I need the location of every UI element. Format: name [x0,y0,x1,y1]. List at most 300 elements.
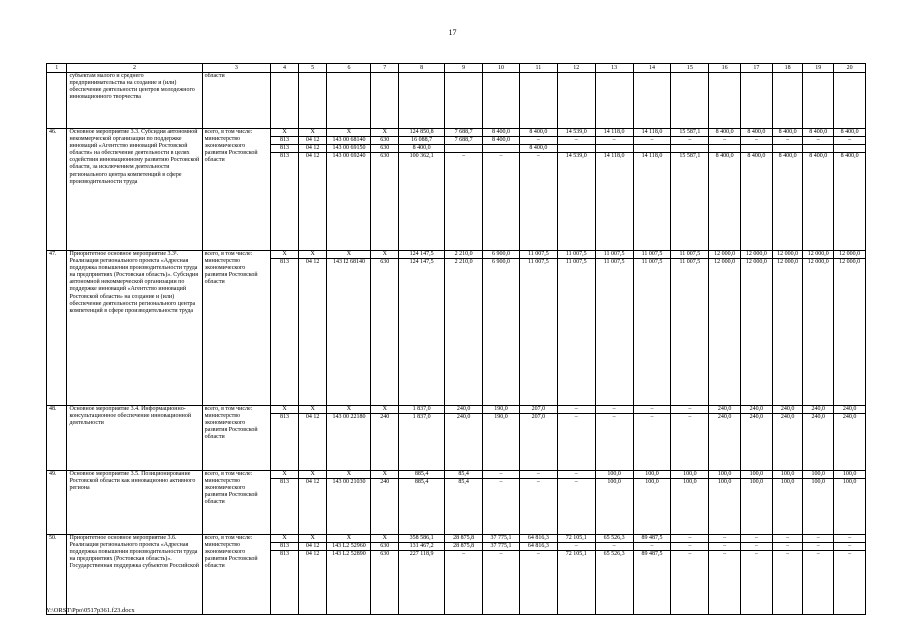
value [709,145,740,153]
value-cell [483,251,520,406]
value: 16 088,7 [399,137,444,145]
executor-line: развития Ростовской области [204,150,258,164]
value: – [816,551,820,558]
value: – [574,479,578,486]
value-cell [709,406,741,471]
value: 14 118,0 [641,153,663,160]
table-row [47,251,866,406]
value: 11 007,5 [671,251,708,259]
value: 885,4 [414,479,429,486]
value: – [834,137,865,145]
value-cell [271,406,299,471]
value: 813 [279,551,289,558]
value: 11 007,5 [641,259,663,266]
value: 207,0 [531,414,546,421]
value: 04 12 [305,479,320,486]
executor-line: министерство экономического развития Ростовской области [204,478,258,506]
column-header: 11 [519,64,557,73]
value [803,145,833,153]
value: 14 118,0 [603,153,625,160]
executor-cell [202,471,271,535]
value-cell [399,471,445,535]
value: – [671,535,708,543]
value: 15 587,1 [679,153,701,160]
value-cell [772,129,803,251]
value: 813 [279,153,289,160]
executor-line: министерство [204,136,241,143]
value: 885,4 [399,471,444,479]
value-cell [399,73,445,129]
value: 240,0 [834,406,865,414]
value: 190,0 [494,414,508,421]
value [596,145,633,153]
value: Х [271,471,298,479]
value: 100 362,1 [409,153,434,160]
value: – [558,471,595,479]
value: 813 [279,414,289,421]
value: 813 [271,543,298,551]
value-cell [445,535,483,615]
value: 131 467,2 [399,543,444,551]
value: – [462,551,466,558]
value: 100,0 [671,471,708,479]
value: 630 [371,145,398,153]
value: – [803,137,833,145]
value-cell [557,406,595,471]
value: 12 000,0 [807,259,829,266]
value-cell [483,129,520,251]
row-number-cell: 48. [47,406,67,471]
value: 227 118,9 [409,551,434,558]
value: 100,0 [780,479,795,486]
value-cell [803,535,834,615]
value: 630 [380,259,390,266]
description-cell: субъектам малого и среднего предпринимательства на создание и (или) обеспечение деятельности центров молодежного инновационного творчества [67,73,202,129]
value: 2 210,0 [454,259,473,266]
value: – [688,414,692,421]
page-number: 17 [448,28,457,37]
value-cell [327,73,371,129]
value-cell [445,471,483,535]
value: – [709,535,740,543]
value-cell [834,129,866,251]
value-cell [445,73,483,129]
value: 14 539,0 [565,153,587,160]
value: 240,0 [773,406,803,414]
value: – [483,471,519,479]
value: 8 400,0 [834,129,865,137]
value: 12 000,0 [834,251,865,259]
header-row [47,64,866,73]
value: 143 00 69150 [327,145,370,153]
value-cell [671,129,709,251]
value-cell [271,471,299,535]
value: 813 [271,145,298,153]
value-cell [445,251,483,406]
value: 8 400,0 [715,153,734,160]
column-header: 7 [371,64,399,73]
value-cell [371,251,399,406]
description-cell: Основное мероприятие 3.4. Информационно-консультационное обеспечение инновационной деятельности [67,406,202,471]
value-cell [741,406,773,471]
table-row [47,471,866,535]
value: – [596,406,633,414]
value-cell [595,73,633,129]
value-cell [633,73,671,129]
value: 8 400,0 [483,137,519,145]
value-cell [633,251,671,406]
value: 65 526,3 [603,551,625,558]
value: 8 400,0 [741,129,772,137]
value: – [773,137,803,145]
value-cell [834,406,866,471]
column-header: 6 [327,64,371,73]
value-cell [557,73,595,129]
value-cell [741,535,773,615]
value: 813 [279,479,289,486]
row-number-cell: 49. [47,471,67,535]
value-cell [772,406,803,471]
value: 630 [380,551,390,558]
value: 8 400,0 [840,153,859,160]
value: 15 587,1 [671,129,708,137]
value: 143 00 69240 [332,153,366,160]
budget-table [46,63,866,615]
value-cell [399,535,445,615]
value-cell [371,73,399,129]
value-cell [483,535,520,615]
value: 12 000,0 [741,251,772,259]
value: – [612,414,616,421]
value: 37 775,1 [483,535,519,543]
row-number-cell: 47. [47,251,67,406]
value-cell [671,406,709,471]
value: 11 007,5 [603,259,625,266]
value-cell [633,129,671,251]
value: 28 875,8 [445,535,482,543]
column-header: 15 [671,64,709,73]
value: – [520,471,557,479]
value: – [574,414,578,421]
value: Х [327,129,370,137]
value: – [741,535,772,543]
value: 143 I2 68140 [332,259,365,266]
value-cell [595,251,633,406]
value: – [499,479,503,486]
value: 8 400,0 [520,129,557,137]
value: 8 400,0 [747,153,766,160]
column-header: 4 [271,64,299,73]
value-cell [803,251,834,406]
column-header: 8 [399,64,445,73]
value: – [834,535,865,543]
value: 143 L2 52960 [327,543,370,551]
value: 14 539,0 [558,129,595,137]
value: 240,0 [445,406,482,414]
column-header: 12 [557,64,595,73]
column-header: 14 [633,64,671,73]
description-cell: Основное мероприятие 3.5. Позиционирование Ростовской области как инновационно активного региона [67,471,202,535]
value: 143 00 22180 [332,414,366,421]
value: Х [299,471,327,479]
column-header: 3 [202,64,271,73]
value-cell [399,406,445,471]
value: 630 [371,137,398,145]
description-cell: Приоритетное основное мероприятие 3.6. Реализация регионального проекта «Адресная поддержка повышения производительности труда на предприятиях (Ростовская область)». Государственная поддержка субъектов Российской [67,535,202,615]
executor-line: министерство [204,542,241,549]
value: 100,0 [842,479,857,486]
value-cell [271,535,299,615]
value-cell [271,251,299,406]
value: 8 400,0 [778,153,797,160]
value: 207,0 [520,406,557,414]
value: – [709,137,740,145]
value-cell [271,73,299,129]
value-cell [519,129,557,251]
value-cell [803,471,834,535]
value: Х [299,251,327,259]
value-cell [298,129,327,251]
value: – [634,406,671,414]
continuation-row [47,73,866,129]
value-cell [445,406,483,471]
value-cell [741,251,773,406]
value: – [536,479,540,486]
value: 240,0 [780,414,795,421]
executor-cell [202,535,271,615]
value: 240 [380,414,390,421]
value-cell [519,251,557,406]
value: 190,0 [483,406,519,414]
value-cell [399,251,445,406]
value-cell [595,535,633,615]
value: Х [327,535,370,543]
value: 8 400,0 [773,129,803,137]
value: 240,0 [717,414,732,421]
row-number-cell [47,73,67,129]
value: Х [327,471,370,479]
executor-cell: области [202,73,271,129]
value [741,145,772,153]
value: – [723,551,727,558]
value: 240,0 [741,406,772,414]
value: – [558,543,595,551]
value: 240,0 [811,414,826,421]
value: – [671,543,708,551]
value: 11 007,5 [558,251,595,259]
value: – [634,137,671,145]
value: 14 118,0 [596,129,633,137]
value-cell [327,251,371,406]
value: 100,0 [717,479,732,486]
value-cell [595,471,633,535]
value: 100,0 [607,479,621,486]
value-cell [298,73,327,129]
value: – [499,153,503,160]
value: 04 12 [305,259,320,266]
value-cell [633,406,671,471]
value: 12 000,0 [714,259,736,266]
value: 7 688,7 [445,129,482,137]
value-cell [557,251,595,406]
value: 813 [279,259,289,266]
value: 04 12 [305,414,320,421]
value: 8 400,0 [520,145,557,153]
value: 89 487,5 [634,535,671,543]
column-header: 5 [298,64,327,73]
value: 2 210,0 [445,251,482,259]
value-cell [709,535,741,615]
value-cell [772,73,803,129]
value [671,145,708,153]
value-cell [483,73,520,129]
value: 124 147,5 [409,259,434,266]
value-cell [772,471,803,535]
value-cell [595,129,633,251]
value: 6 900,0 [491,259,510,266]
value: – [520,137,557,145]
value: 8 400,0 [399,145,444,153]
description-cell: Основное мероприятие 3.3. Субсидия автономной некоммерческой организации по поддержке инноваций «Агентство инноваций Ростовской области» на обеспечение деятельности в целях содействия инновационному развитию Ростовской области, за исключением деятельности регионального центра компетенций в сфере производительности труда [67,129,202,251]
value: 04 12 [299,543,327,551]
value: Х [371,406,398,414]
value-cell [709,251,741,406]
value: 64 816,3 [520,543,557,551]
value-cell [671,471,709,535]
value: 11 007,5 [565,259,587,266]
value: – [741,137,772,145]
value-cell [772,535,803,615]
value-cell [741,471,773,535]
value-cell [671,535,709,615]
value: Х [299,535,327,543]
executor-cell [202,251,271,406]
value: Х [271,535,298,543]
value: 12 000,0 [777,259,799,266]
file-path-footer: Y:\ORST\Ppo\0517p361.f23.docx [46,607,135,614]
value: – [834,543,865,551]
value-cell [327,535,371,615]
value: 8 400,0 [803,129,833,137]
value: 358 586,1 [399,535,444,543]
value: 143 L2 52890 [332,551,366,558]
value: 124 147,5 [399,251,444,259]
value: 1 837,0 [412,414,431,421]
value: Х [299,406,327,414]
value-cell [671,73,709,129]
value-cell [519,535,557,615]
executor-line: министерство экономического развития Ростовской области [204,413,258,441]
value: Х [371,471,398,479]
value: 630 [380,153,390,160]
value-cell [327,406,371,471]
value: 85,4 [458,479,469,486]
value: 100,0 [773,471,803,479]
value: 100,0 [749,479,764,486]
value-cell [557,535,595,615]
value: 100,0 [634,471,671,479]
value: 240 [380,479,390,486]
value: 240,0 [456,414,471,421]
value: 12 000,0 [773,251,803,259]
value: 28 875,8 [445,543,482,551]
value: 240,0 [749,414,764,421]
value: – [536,153,540,160]
column-header: 20 [834,64,866,73]
value: 240,0 [709,406,740,414]
executor-line: всего, в том числе: [204,129,253,135]
column-header: 17 [741,64,773,73]
value-cell [709,471,741,535]
value [483,145,519,153]
value: – [741,543,772,551]
value: 7 688,7 [445,137,482,145]
value: 143 00 21030 [332,479,366,486]
value: 64 816,3 [520,535,557,543]
value: 8 400,0 [709,129,740,137]
value: 11 007,5 [596,251,633,259]
value: 85,4 [445,471,482,479]
value: 813 [271,137,298,145]
value: 89 487,5 [641,551,663,558]
row-number-cell: 50. [47,535,67,615]
value: Х [371,535,398,543]
executor-cell [202,129,271,251]
value-cell [327,129,371,251]
value: 14 118,0 [634,129,671,137]
table-row [47,406,866,471]
value: 11 007,5 [679,259,701,266]
column-header: 18 [772,64,803,73]
value-cell [483,406,520,471]
value: – [786,551,790,558]
value-cell [519,73,557,129]
value [558,145,595,153]
value: Х [371,251,398,259]
value: – [671,137,708,145]
value: 37 775,1 [483,543,519,551]
executor-cell [202,406,271,471]
value: 100,0 [683,479,697,486]
table-row [47,535,866,615]
value: – [462,153,466,160]
value: 04 12 [299,145,327,153]
value-cell [772,251,803,406]
executor-line: экономического развития Ростовской области [204,549,258,570]
executor-line: всего, в том числе: [204,251,253,257]
value: 04 12 [299,137,327,145]
value-cell [803,406,834,471]
value: 100,0 [834,471,865,479]
value-cell [298,251,327,406]
value: 11 007,5 [634,251,671,259]
value [773,145,803,153]
value: 04 12 [305,153,320,160]
value-cell [519,406,557,471]
value-cell [483,471,520,535]
value: Х [371,129,398,137]
value-cell [371,535,399,615]
executor-line: экономического [204,143,246,150]
row-number-cell: 46. [47,129,67,251]
value-cell [834,471,866,535]
value: – [558,137,595,145]
value: Х [327,406,370,414]
value: – [688,551,692,558]
value-cell [557,129,595,251]
value-cell [741,73,773,129]
value: – [773,535,803,543]
